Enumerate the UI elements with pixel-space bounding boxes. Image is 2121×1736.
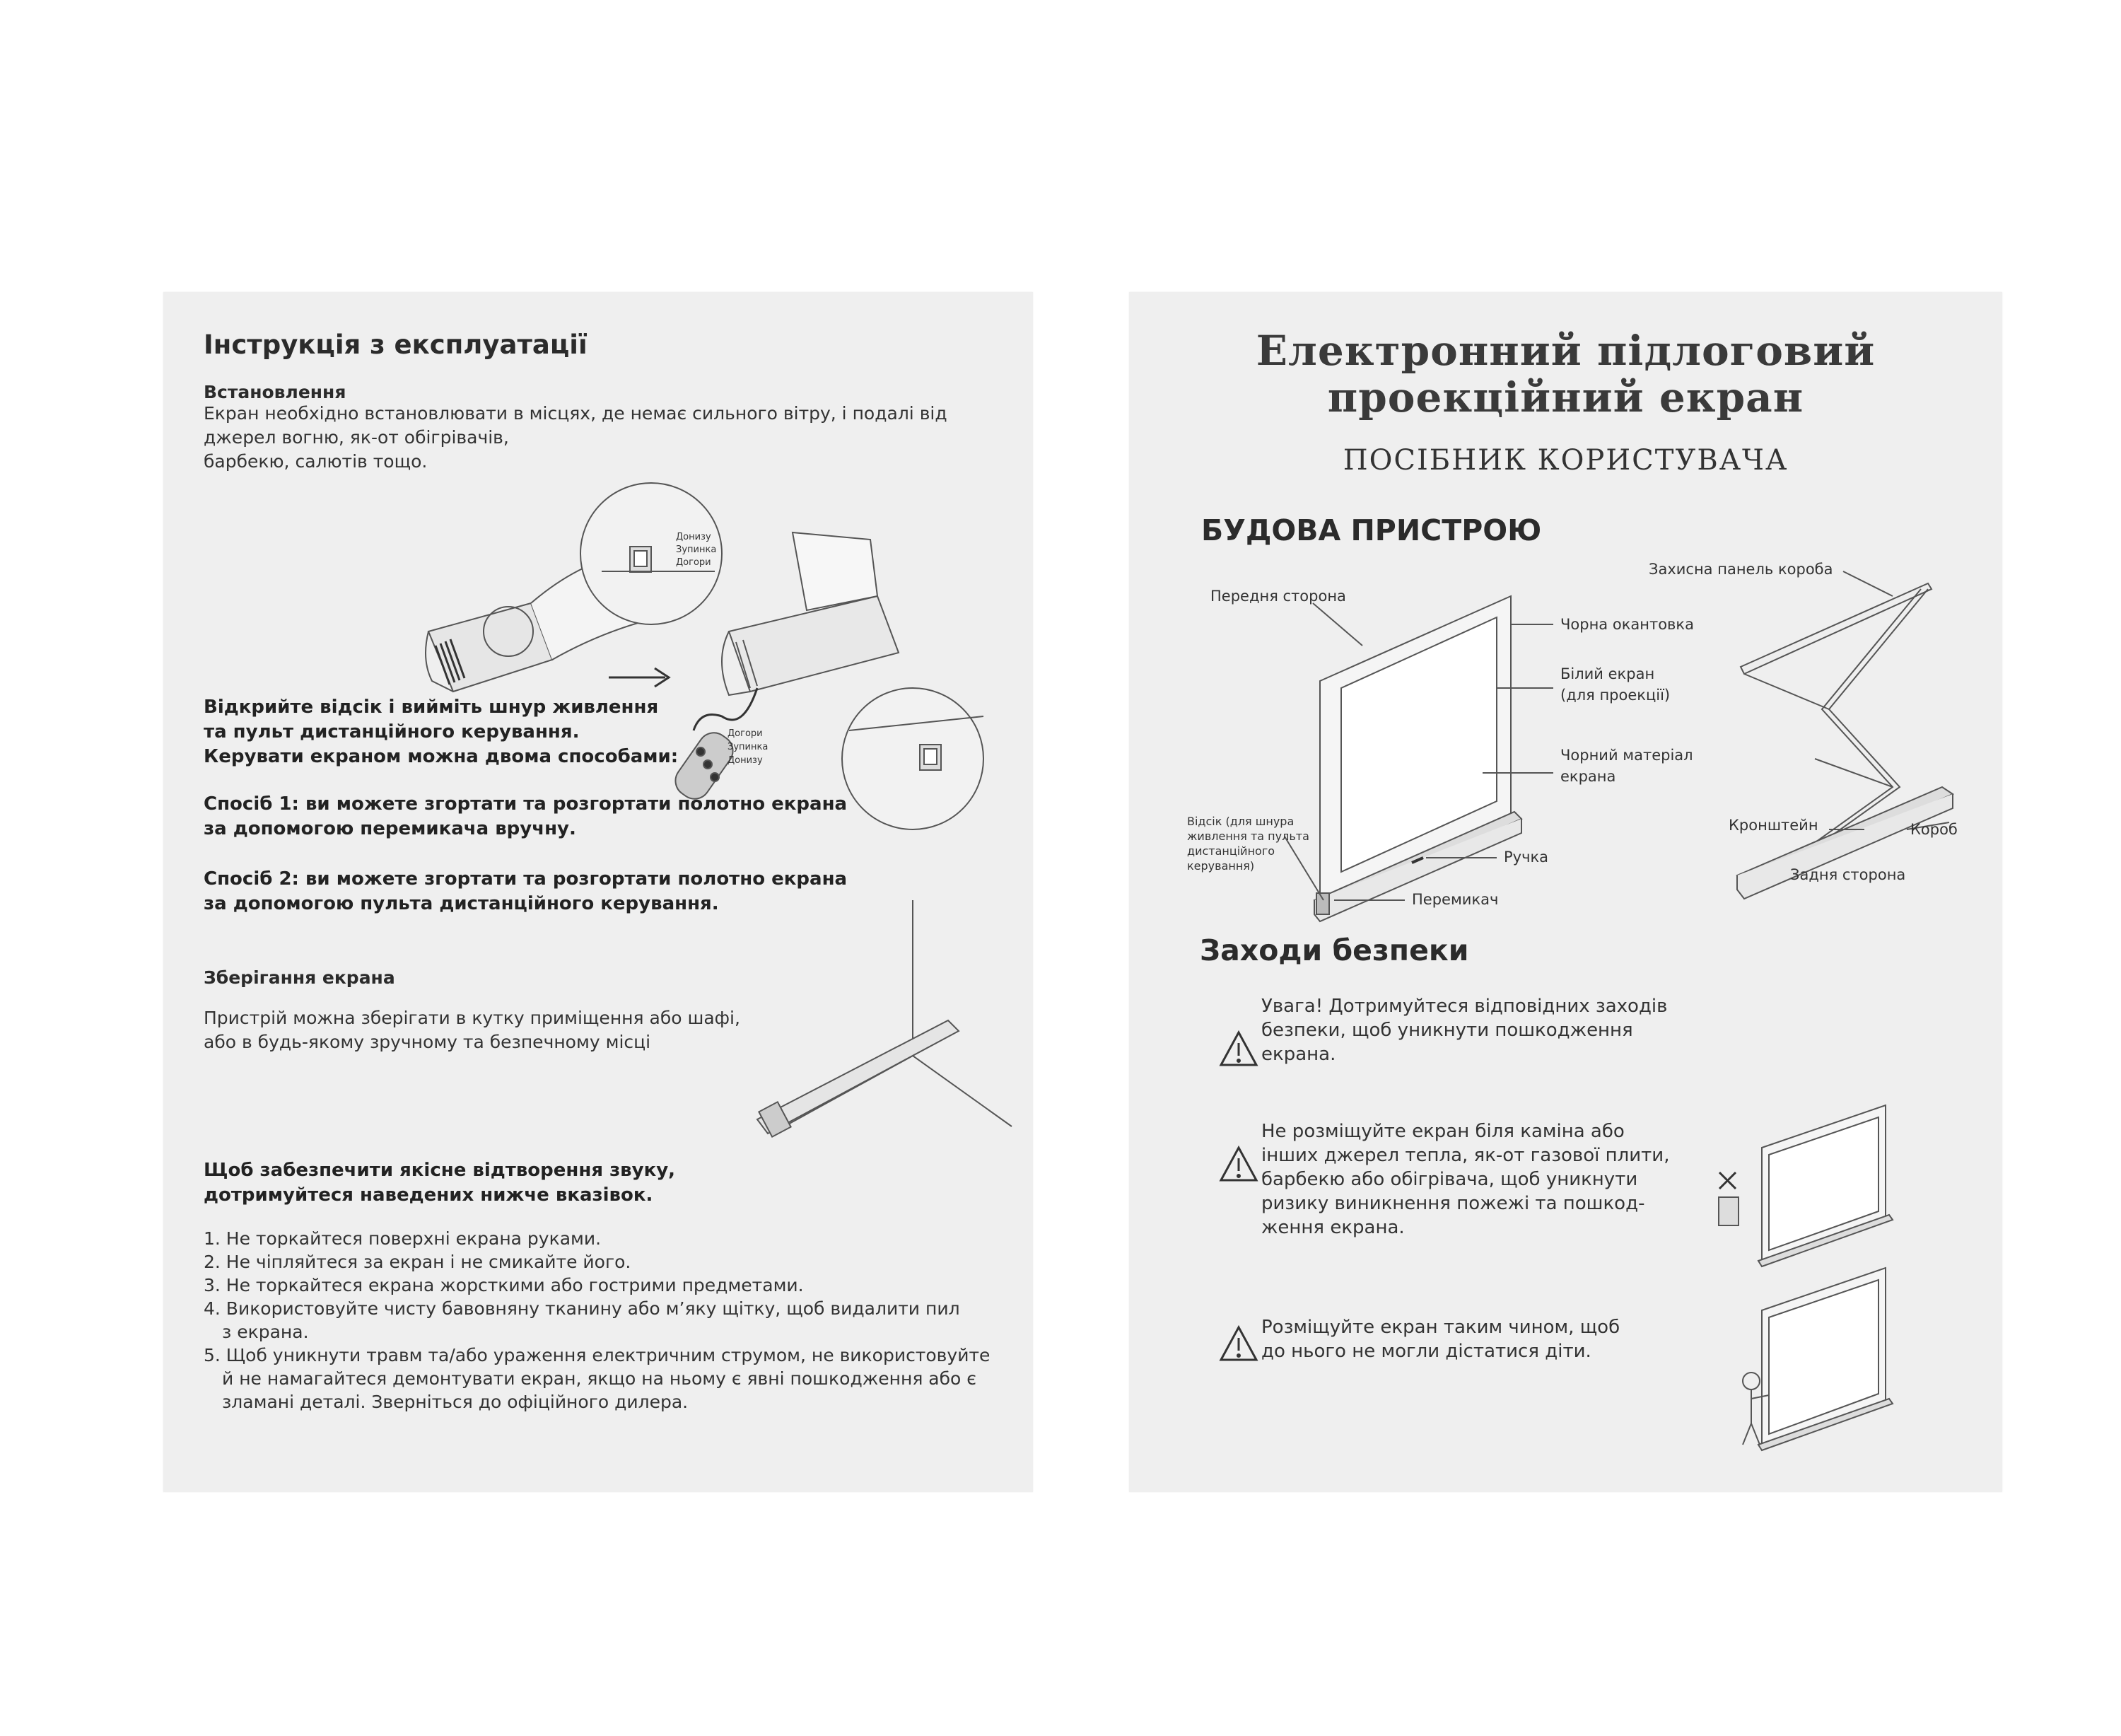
label-bracket: Кронштейн bbox=[1729, 817, 1818, 834]
manual-page-right bbox=[1129, 292, 2002, 1492]
manual-page-left bbox=[163, 292, 1033, 1492]
storage-text bbox=[204, 1006, 740, 1054]
sound-line: Щоб забезпечити якісне відтворення звуку, bbox=[204, 1160, 676, 1181]
rule-item: 4. Використовуйте чисту бавовняну тканину або м’яку щітку, щоб видалити пил bbox=[204, 1298, 960, 1319]
switch-labels-top bbox=[676, 531, 716, 569]
warning-icon bbox=[1217, 1027, 1260, 1070]
storage-title: Зберігання екрана bbox=[204, 967, 395, 988]
storage-line: або в будь-якому зручному та безпечному місці bbox=[204, 1032, 651, 1052]
warning-line: інших джерел тепла, як-от газової плити, bbox=[1261, 1145, 1670, 1166]
screen-structure-diagram bbox=[1129, 292, 2002, 1492]
label-handle: Ручка bbox=[1504, 849, 1549, 866]
rule-item: 5. Щоб уникнути травм та/або ураження електричним струмом, не використовуйте bbox=[204, 1345, 991, 1365]
label-back: Задня сторона bbox=[1790, 866, 1906, 883]
rule-item: 1. Не торкайтеся поверхні екрана руками. bbox=[204, 1228, 602, 1249]
open-line: та пульт дистанційного керування. bbox=[204, 721, 580, 742]
warning-line: Розміщуйте екран таким чином, щоб bbox=[1261, 1317, 1620, 1338]
rule-item: зламані деталі. Зверніться до офіційного дилера. bbox=[222, 1392, 689, 1412]
label-front: Передня сторона bbox=[1210, 588, 1346, 605]
warning-line: екрана. bbox=[1261, 1044, 1336, 1065]
method-line: Спосіб 1: ви можете згортати та розгортати полотно екрана bbox=[204, 793, 848, 815]
label-line: Відсік (для шнура bbox=[1187, 815, 1295, 828]
safety-heading: Заходи безпеки bbox=[1200, 933, 1469, 967]
storage-line: Пристрій можна зберігати в кутку приміщення або шафі, bbox=[204, 1008, 740, 1028]
remote-label: Зупинка bbox=[728, 742, 769, 752]
warning-line: Увага! Дотримуйтеся відповідних заходів bbox=[1261, 996, 1668, 1017]
warning-line: до нього не могли дістатися діти. bbox=[1261, 1341, 1591, 1362]
method-line: за допомогою перемикача вручну. bbox=[204, 818, 576, 839]
label-line: Білий екран bbox=[1560, 665, 1655, 682]
rule-item: з екрана. bbox=[222, 1322, 309, 1342]
label-compartment bbox=[1187, 814, 1309, 873]
warning-line: ризику виникнення пожежі та пошкод- bbox=[1261, 1193, 1645, 1214]
warning-icon bbox=[1217, 1322, 1260, 1365]
rule-item: 3. Не торкайтеся екрана жорсткими або гострими предметами. bbox=[204, 1275, 804, 1295]
remote-label: Донизу bbox=[728, 755, 763, 766]
switch-label: Зупинка bbox=[676, 544, 717, 555]
warning-3 bbox=[1261, 1315, 1620, 1363]
operation-heading: Інструкція з експлуатації bbox=[204, 330, 588, 360]
install-title: Встановлення bbox=[204, 382, 346, 402]
care-rules-list bbox=[204, 1227, 1010, 1414]
label-line: дистанційного bbox=[1187, 844, 1275, 858]
method-2-text bbox=[204, 867, 847, 916]
install-line: джерел вогню, як-от обігрівачів, bbox=[204, 427, 509, 448]
switch-label: Догори bbox=[676, 557, 711, 568]
warning-line: безпеки, щоб уникнути пошкодження bbox=[1261, 1020, 1633, 1041]
sound-title bbox=[204, 1158, 675, 1208]
label-line: керування) bbox=[1187, 859, 1255, 873]
rule-item: й не намагайтеся демонтувати екран, якщо на ньому є явні пошкодження або є bbox=[222, 1368, 977, 1389]
label-switch: Перемикач bbox=[1412, 891, 1499, 908]
warning-2 bbox=[1261, 1119, 1669, 1240]
open-line: Відкрийте відсік і вийміть шнур живлення bbox=[204, 697, 659, 718]
warning-line: барбекю або обігрівача, щоб уникнути bbox=[1261, 1169, 1638, 1190]
label-line: (для проекції) bbox=[1560, 687, 1671, 704]
warning-icon bbox=[1217, 1143, 1260, 1185]
label-black-border: Чорна окантовка bbox=[1560, 616, 1694, 633]
title-line: проекційний екран bbox=[1327, 373, 1804, 421]
open-line: Керувати екраном можна двома способами: bbox=[204, 746, 679, 767]
label-white-screen bbox=[1560, 663, 1670, 706]
method-line: Спосіб 2: ви можете згортати та розгортати полотно екрана bbox=[204, 868, 848, 890]
label-black-material bbox=[1560, 745, 1693, 787]
rule-item: 2. Не чіпляйтеся за екран і не смикайте його. bbox=[204, 1252, 631, 1272]
label-box: Короб bbox=[1910, 821, 1958, 838]
remote-labels bbox=[728, 727, 768, 767]
method-line: за допомогою пульта дистанційного керування. bbox=[204, 893, 719, 914]
open-compartment-text bbox=[204, 695, 678, 769]
remote-label: Догори bbox=[728, 728, 763, 739]
switch-label: Донизу bbox=[676, 532, 711, 542]
title-line: Електронний підлоговий bbox=[1256, 327, 1876, 375]
label-line: Чорний матеріал bbox=[1560, 747, 1693, 764]
install-line: Екран необхідно встановлювати в місцях, де немає сильного вітру, і подалі від bbox=[204, 403, 947, 424]
label-line: екрана bbox=[1560, 768, 1616, 785]
warning-line: Не розміщуйте екран біля каміна або bbox=[1261, 1121, 1625, 1142]
label-line: живлення та пульта bbox=[1187, 829, 1309, 843]
sound-line: дотримуйтеся наведених нижче вказівок. bbox=[204, 1184, 653, 1206]
warning-1 bbox=[1261, 994, 1667, 1066]
warning-line: ження екрана. bbox=[1261, 1217, 1405, 1238]
label-protective-panel: Захисна панель короба bbox=[1649, 561, 1833, 578]
structure-heading: БУДОВА ПРИСТРОЮ bbox=[1201, 513, 1542, 547]
method-1-text bbox=[204, 792, 847, 841]
document-subtitle: ПОСІБНИК КОРИСТУВАЧА bbox=[1343, 444, 1789, 477]
install-line: барбекю, салютів тощо. bbox=[204, 451, 428, 472]
